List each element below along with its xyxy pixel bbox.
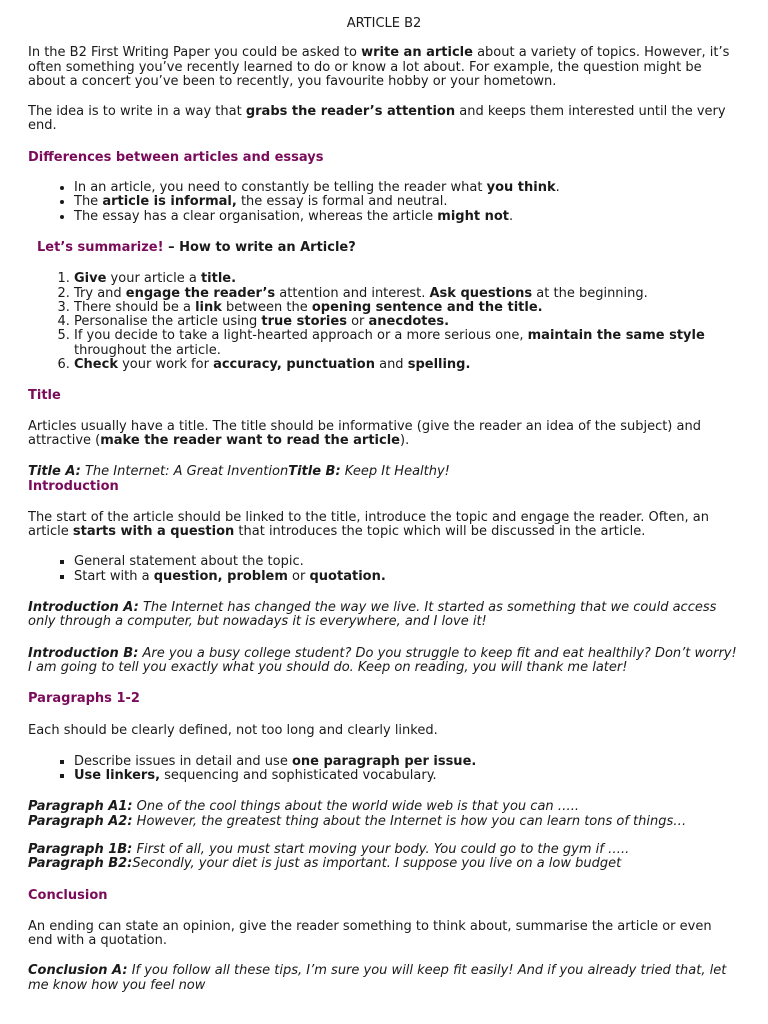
- example-label: Paragraph A1:: [28, 799, 133, 815]
- title-examples: [28, 465, 740, 479]
- summary-heading-highlight: Let’s summarize!: [37, 239, 164, 255]
- bold-text: true stories: [261, 314, 347, 330]
- list-item: [74, 570, 740, 584]
- text: or: [287, 568, 310, 584]
- text: between the: [221, 299, 312, 315]
- bold-text: link: [195, 299, 222, 315]
- paragraph-example: [28, 843, 740, 857]
- bold-text: Give: [74, 271, 107, 287]
- bold-text: engage the reader’s: [125, 285, 276, 301]
- list-item: [74, 555, 740, 569]
- step-item: [74, 272, 740, 286]
- text: If you decide to take a light-hearted approach or a more serious one,: [74, 328, 528, 344]
- bold-text: Ask questions: [429, 285, 533, 301]
- example-label: Paragraph 1B:: [28, 841, 133, 857]
- text: .: [508, 208, 514, 224]
- text: your work for: [117, 357, 214, 373]
- paragraph-examples-b: [28, 843, 740, 872]
- example-label: Introduction B:: [28, 645, 139, 661]
- paragraphs-heading: Paragraphs 1-2: [28, 691, 140, 707]
- bold-text: question, problem: [153, 568, 288, 584]
- text: about a variety of topics. However, it’s often something you’ve recently learned to do or know a lot about. For example, the question might be about a concert you’ve been to recently, you favourite hobby or your hometown.: [28, 45, 730, 89]
- bold-text: anecdotes.: [368, 314, 450, 330]
- step-item: [74, 329, 740, 358]
- list-item: [74, 181, 740, 195]
- example-label: Paragraph B2:: [28, 856, 133, 872]
- text: In the B2 First Writing Paper you could be asked to: [28, 45, 362, 61]
- list-item: [74, 210, 740, 224]
- bold-text: grabs the reader’s attention: [245, 104, 456, 120]
- paragraphs-paragraph: Each should be clearly defined, not too long and clearly linked.: [28, 722, 438, 738]
- step-item: [74, 301, 740, 315]
- text: Personalise the article using: [74, 314, 262, 330]
- bold-text: maintain the same style: [527, 328, 705, 344]
- summary-steps: [28, 272, 740, 372]
- bold-text: might not: [437, 208, 509, 224]
- text: attention and interest.: [275, 285, 430, 301]
- bold-text: title.: [200, 271, 237, 287]
- text: There should be a: [74, 299, 196, 315]
- conclusion-heading: Conclusion: [28, 887, 108, 903]
- text: at the beginning.: [532, 285, 648, 301]
- bold-text: one paragraph per issue.: [291, 753, 477, 769]
- bold-text: write an article: [361, 45, 473, 61]
- text: and keeps them interested until the very end.: [28, 104, 726, 134]
- paragraph-example: [28, 800, 740, 814]
- text: the essay is formal and neutral.: [236, 194, 448, 210]
- differences-heading: Differences between articles and essays: [28, 149, 324, 165]
- text: sequencing and sophisticated vocabulary.: [160, 768, 437, 784]
- conclusion-example-a: [28, 964, 740, 993]
- list-item: [74, 195, 740, 209]
- bold-text: Use linkers,: [74, 768, 161, 784]
- text: your article a: [106, 271, 201, 287]
- text: that introduces the topic which will be discussed in the article.: [234, 524, 646, 540]
- title-paragraph: [28, 420, 740, 449]
- differences-list: [28, 181, 740, 224]
- example-text: Are you a busy college student? Do you struggle to keep fit and eat healthily? Don’t worry! I am going to tell you exactly what you should do. Keep on reading, you will thank me later!: [28, 645, 737, 675]
- document-page: [28, 17, 740, 993]
- bold-text: make the reader want to read the article: [100, 432, 400, 448]
- title-heading: Title: [28, 388, 61, 404]
- bold-text: article is informal,: [102, 194, 237, 210]
- bold-text: you think: [486, 180, 556, 196]
- paragraphs-list: [28, 755, 740, 784]
- example-label: Title B:: [288, 464, 341, 480]
- text: Try and: [74, 285, 126, 301]
- text: Describe issues in detail and use: [74, 753, 292, 769]
- list-item: [74, 769, 740, 783]
- paragraph-example: [28, 815, 740, 829]
- example-text: Secondly, your diet is just as important. I suppose you live on a low budget: [132, 856, 622, 872]
- example-text: Keep It Healthy!: [340, 464, 450, 480]
- bold-text: opening sentence and the title.: [311, 299, 543, 315]
- step-item: [74, 287, 740, 301]
- text: or: [346, 314, 369, 330]
- introduction-list: [28, 555, 740, 584]
- introduction-paragraph: [28, 511, 740, 540]
- step-item: [74, 315, 740, 329]
- paragraph-example: [28, 857, 740, 871]
- conclusion-paragraph: An ending can state an opinion, give the reader something to think about, summarise the article or even end with a quotation.: [28, 918, 712, 949]
- example-text: If you follow all these tips, I’m sure you will keep fit easily! And if you already tried that, let me know how you feel now: [28, 963, 727, 993]
- introduction-example-a: [28, 601, 740, 630]
- step-item: [74, 358, 740, 372]
- bold-text: starts with a question: [72, 524, 235, 540]
- text: In an article, you need to constantly be telling the reader what: [74, 180, 487, 196]
- bold-text: accuracy, punctuation: [213, 357, 375, 373]
- text: The essay has a clear organisation, whereas the article: [74, 208, 438, 224]
- text: The idea is to write in a way that: [28, 104, 246, 120]
- introduction-heading: Introduction: [28, 478, 119, 494]
- intro-paragraph-1: [28, 46, 740, 89]
- text: throughout the article.: [74, 342, 221, 358]
- example-label: Paragraph A2:: [28, 813, 133, 829]
- text: General statement about the topic.: [74, 554, 304, 570]
- summary-heading: [28, 241, 740, 255]
- introduction-example-b: [28, 647, 740, 676]
- example-text: One of the cool things about the world wide web is that you can …..: [132, 799, 580, 815]
- text: The: [74, 194, 103, 210]
- text: ).: [400, 432, 410, 448]
- intro-paragraph-2: [28, 105, 740, 134]
- text: The start of the article should be linked to the title, introduce the topic and engage the reader. Often, an article: [28, 509, 709, 540]
- example-text: First of all, you must start moving your body. You could go to the gym if …..: [132, 841, 630, 857]
- paragraph-examples-a: [28, 800, 740, 829]
- summary-heading-rest: – How to write an Article?: [163, 239, 356, 255]
- bold-text: spelling.: [407, 357, 471, 373]
- example-label: Conclusion A:: [28, 963, 128, 979]
- text: Start with a: [74, 568, 154, 584]
- example-label: Introduction A:: [28, 600, 139, 616]
- bold-text: Check: [74, 357, 118, 373]
- list-item: [74, 755, 740, 769]
- text: .: [555, 180, 560, 196]
- document-title: ARTICLE B2: [346, 16, 422, 31]
- example-text: However, the greatest thing about the Internet is how you can learn tons of things…: [132, 813, 687, 829]
- example-text: The Internet has changed the way we live. It started as something that we could access only through a computer, but nowadays it is everywhere, and I love it!: [28, 600, 717, 630]
- example-text: The Internet: A Great Invention: [80, 464, 289, 480]
- bold-text: quotation.: [309, 568, 386, 584]
- text: and: [374, 357, 408, 373]
- example-label: Title A:: [28, 464, 81, 480]
- text: Articles usually have a title. The title should be informative (give the reader an idea of the subject) and attractive (: [28, 418, 701, 448]
